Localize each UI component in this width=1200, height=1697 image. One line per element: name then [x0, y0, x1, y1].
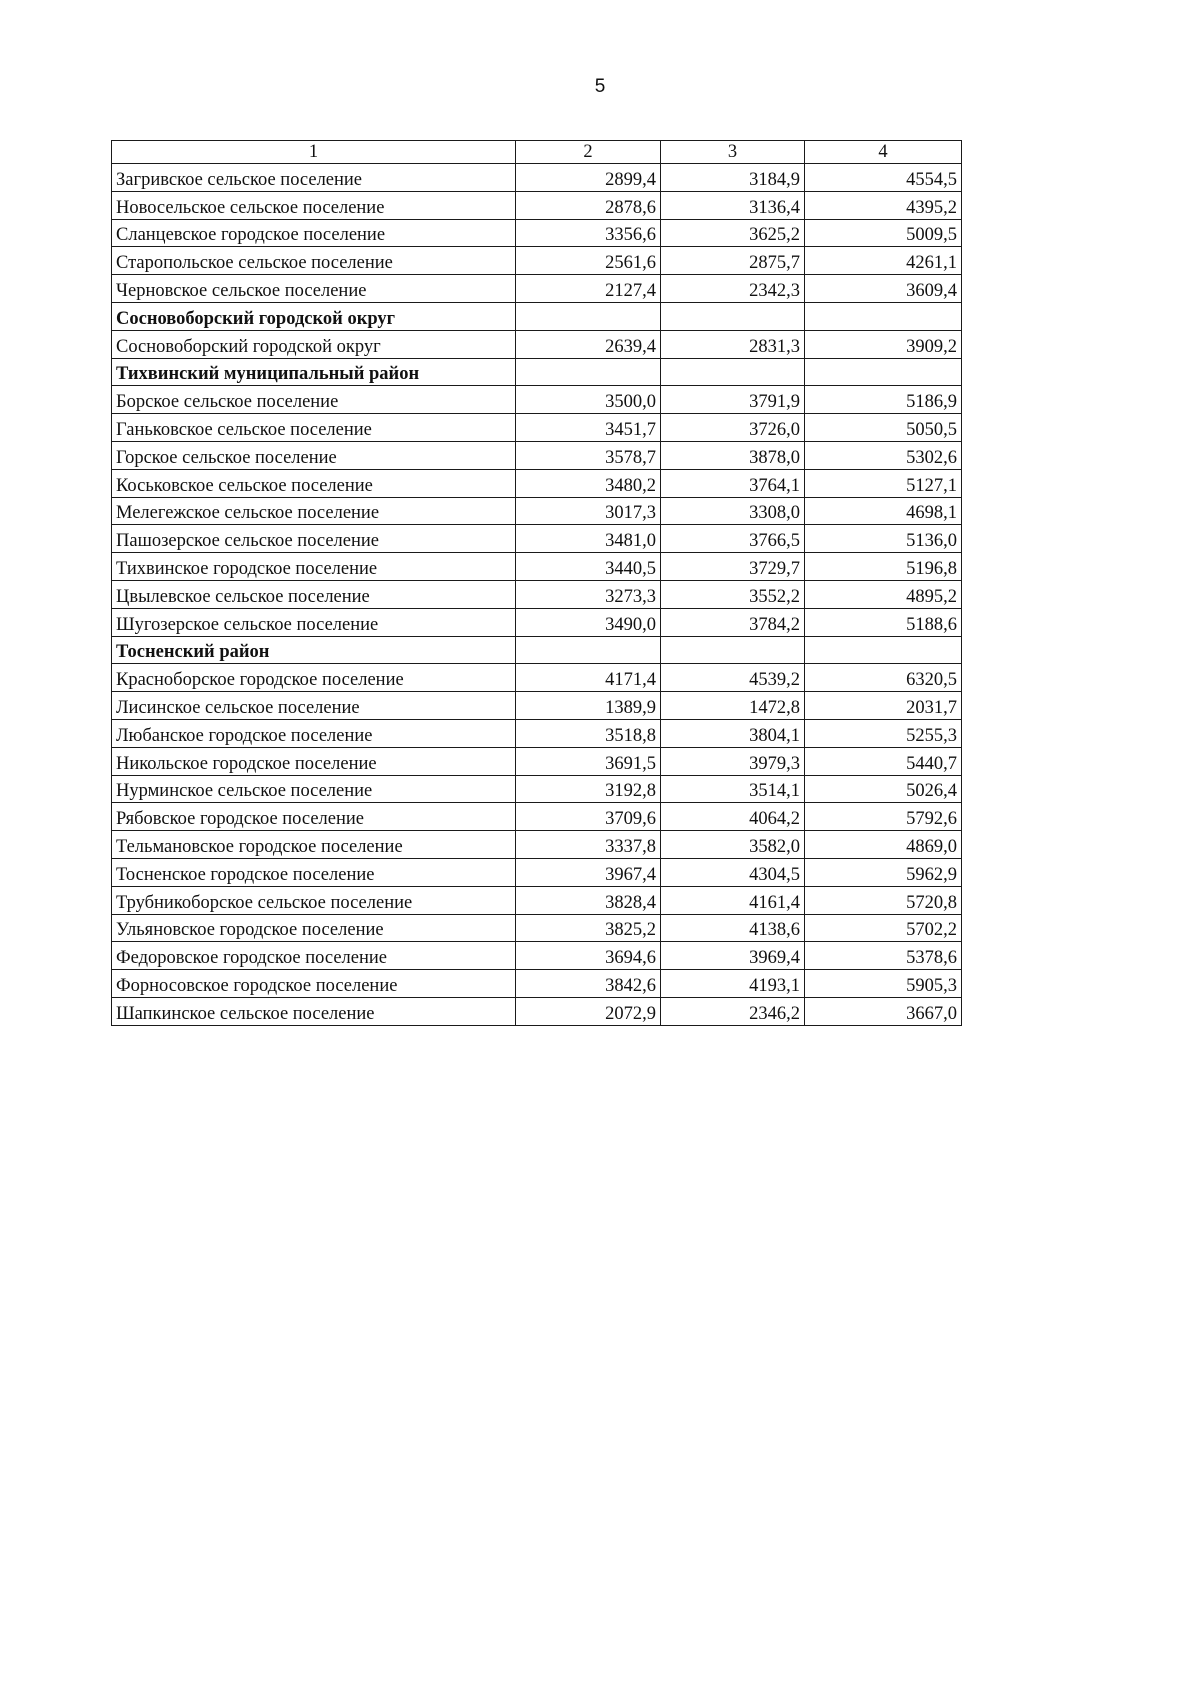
value-cell-col4: 5188,6 — [805, 608, 962, 636]
value-cell-col3: 2342,3 — [661, 275, 805, 303]
table-row — [112, 608, 962, 636]
value-cell-col4: 5702,2 — [805, 914, 962, 942]
value-cell-col2: 2878,6 — [516, 191, 661, 219]
value-cell-col2: 3694,6 — [516, 942, 661, 970]
value-cell-col3: 4064,2 — [661, 803, 805, 831]
settlement-name-cell: Любанское городское поселение — [112, 719, 516, 747]
table-row — [112, 747, 962, 775]
value-cell-col3: 3136,4 — [661, 191, 805, 219]
settlement-name-cell: Лисинское сельское поселение — [112, 692, 516, 720]
column-header-3: 3 — [661, 141, 805, 164]
value-cell-col2: 3490,0 — [516, 608, 661, 636]
settlement-name-cell: Новосельское сельское поселение — [112, 191, 516, 219]
table-row — [112, 914, 962, 942]
value-cell-col3: 3804,1 — [661, 719, 805, 747]
settlement-name-cell: Цвылевское сельское поселение — [112, 580, 516, 608]
table-row — [112, 775, 962, 803]
value-cell-col2: 3192,8 — [516, 775, 661, 803]
value-cell-col4: 6320,5 — [805, 664, 962, 692]
settlement-name-cell: Рябовское городское поселение — [112, 803, 516, 831]
value-cell-col3: 4138,6 — [661, 914, 805, 942]
empty-cell — [661, 636, 805, 664]
section-header-row — [112, 358, 962, 386]
settlement-name-cell: Сосновоборский городской округ — [112, 330, 516, 358]
value-cell-col4: 5720,8 — [805, 886, 962, 914]
value-cell-col2: 4171,4 — [516, 664, 661, 692]
value-cell-col4: 4895,2 — [805, 580, 962, 608]
value-cell-col2: 2639,4 — [516, 330, 661, 358]
value-cell-col2: 2127,4 — [516, 275, 661, 303]
value-cell-col2: 3440,5 — [516, 553, 661, 581]
value-cell-col2: 3481,0 — [516, 525, 661, 553]
table-row — [112, 164, 962, 192]
column-header-2: 2 — [516, 141, 661, 164]
table-row — [112, 803, 962, 831]
value-cell-col4: 5962,9 — [805, 858, 962, 886]
value-cell-col3: 2831,3 — [661, 330, 805, 358]
value-cell-col4: 3667,0 — [805, 997, 962, 1025]
value-cell-col3: 4193,1 — [661, 970, 805, 998]
value-cell-col2: 2899,4 — [516, 164, 661, 192]
settlement-name-cell: Тельмановское городское поселение — [112, 831, 516, 859]
table-row — [112, 831, 962, 859]
value-cell-col3: 1472,8 — [661, 692, 805, 720]
empty-cell — [661, 358, 805, 386]
table-row — [112, 580, 962, 608]
value-cell-col4: 5186,9 — [805, 386, 962, 414]
settlement-name-cell: Черновское сельское поселение — [112, 275, 516, 303]
value-cell-col4: 5026,4 — [805, 775, 962, 803]
value-cell-col4: 4869,0 — [805, 831, 962, 859]
empty-cell — [661, 302, 805, 330]
value-cell-col2: 3842,6 — [516, 970, 661, 998]
value-cell-col3: 3552,2 — [661, 580, 805, 608]
value-cell-col2: 3480,2 — [516, 469, 661, 497]
settlement-name-cell: Горское сельское поселение — [112, 441, 516, 469]
settlement-name-cell: Борское сельское поселение — [112, 386, 516, 414]
settlement-name-cell: Мелегежское сельское поселение — [112, 497, 516, 525]
value-cell-col4: 5440,7 — [805, 747, 962, 775]
table-row — [112, 970, 962, 998]
value-cell-col2: 3356,6 — [516, 219, 661, 247]
value-cell-col3: 3514,1 — [661, 775, 805, 803]
value-cell-col4: 5302,6 — [805, 441, 962, 469]
table-row — [112, 858, 962, 886]
value-cell-col3: 3791,9 — [661, 386, 805, 414]
settlement-name-cell: Трубникоборское сельское поселение — [112, 886, 516, 914]
value-cell-col3: 3726,0 — [661, 414, 805, 442]
section-header-row — [112, 636, 962, 664]
value-cell-col4: 5050,5 — [805, 414, 962, 442]
table-row — [112, 692, 962, 720]
value-cell-col2: 3828,4 — [516, 886, 661, 914]
table-row — [112, 441, 962, 469]
table-row — [112, 330, 962, 358]
table-row — [112, 414, 962, 442]
table-row — [112, 886, 962, 914]
table-row — [112, 275, 962, 303]
value-cell-col3: 3308,0 — [661, 497, 805, 525]
value-cell-col3: 3184,9 — [661, 164, 805, 192]
value-cell-col2: 3451,7 — [516, 414, 661, 442]
value-cell-col2: 3017,3 — [516, 497, 661, 525]
section-header-row — [112, 302, 962, 330]
table-row — [112, 719, 962, 747]
table-row — [112, 664, 962, 692]
value-cell-col3: 3582,0 — [661, 831, 805, 859]
value-cell-col2: 3337,8 — [516, 831, 661, 859]
settlement-name-cell: Нурминское сельское поселение — [112, 775, 516, 803]
value-cell-col4: 3609,4 — [805, 275, 962, 303]
value-cell-col2: 3273,3 — [516, 580, 661, 608]
settlement-name-cell: Тихвинское городское поселение — [112, 553, 516, 581]
value-cell-col3: 3764,1 — [661, 469, 805, 497]
value-cell-col3: 2875,7 — [661, 247, 805, 275]
settlement-name-cell: Шапкинское сельское поселение — [112, 997, 516, 1025]
settlement-name-cell: Пашозерское сельское поселение — [112, 525, 516, 553]
value-cell-col4: 3909,2 — [805, 330, 962, 358]
value-cell-col4: 4395,2 — [805, 191, 962, 219]
value-cell-col3: 3878,0 — [661, 441, 805, 469]
value-cell-col2: 3500,0 — [516, 386, 661, 414]
table-row — [112, 247, 962, 275]
empty-cell — [805, 636, 962, 664]
value-cell-col2: 3691,5 — [516, 747, 661, 775]
value-cell-col3: 3784,2 — [661, 608, 805, 636]
value-cell-col2: 3967,4 — [516, 858, 661, 886]
value-cell-col2: 3825,2 — [516, 914, 661, 942]
settlement-name-cell: Тосненское городское поселение — [112, 858, 516, 886]
table-row — [112, 386, 962, 414]
table-row — [112, 497, 962, 525]
value-cell-col2: 2072,9 — [516, 997, 661, 1025]
value-cell-col3: 4304,5 — [661, 858, 805, 886]
settlement-name-cell: Никольское городское поселение — [112, 747, 516, 775]
empty-cell — [805, 358, 962, 386]
settlement-name-cell: Ганьковское сельское поселение — [112, 414, 516, 442]
value-cell-col3: 3729,7 — [661, 553, 805, 581]
value-cell-col4: 5136,0 — [805, 525, 962, 553]
settlement-name-cell: Ульяновское городское поселение — [112, 914, 516, 942]
value-cell-col2: 3518,8 — [516, 719, 661, 747]
settlement-name-cell: Старопольское сельское поселение — [112, 247, 516, 275]
settlement-name-cell: Красноборское городское поселение — [112, 664, 516, 692]
section-title: Тихвинский муниципальный район — [112, 358, 516, 386]
settlement-name-cell: Форносовское городское поселение — [112, 970, 516, 998]
column-header-1: 1 — [112, 141, 516, 164]
table-row — [112, 191, 962, 219]
value-cell-col3: 3969,4 — [661, 942, 805, 970]
value-cell-col3: 4539,2 — [661, 664, 805, 692]
section-title: Сосновоборский городской округ — [112, 302, 516, 330]
value-cell-col3: 3979,3 — [661, 747, 805, 775]
page-number: 5 — [594, 76, 606, 97]
table-body — [112, 141, 962, 1026]
table-row — [112, 469, 962, 497]
data-table — [111, 140, 962, 1026]
value-cell-col4: 4698,1 — [805, 497, 962, 525]
value-cell-col2: 1389,9 — [516, 692, 661, 720]
table-row — [112, 942, 962, 970]
table-row — [112, 219, 962, 247]
settlement-name-cell: Федоровское городское поселение — [112, 942, 516, 970]
value-cell-col3: 2346,2 — [661, 997, 805, 1025]
empty-cell — [805, 302, 962, 330]
settlement-name-cell: Шугозерское сельское поселение — [112, 608, 516, 636]
section-title: Тосненский район — [112, 636, 516, 664]
value-cell-col2: 3578,7 — [516, 441, 661, 469]
value-cell-col4: 5792,6 — [805, 803, 962, 831]
settlement-name-cell: Загривское сельское поселение — [112, 164, 516, 192]
empty-cell — [516, 636, 661, 664]
settlement-name-cell: Коськовское сельское поселение — [112, 469, 516, 497]
empty-cell — [516, 358, 661, 386]
empty-cell — [516, 302, 661, 330]
value-cell-col4: 4554,5 — [805, 164, 962, 192]
value-cell-col4: 5009,5 — [805, 219, 962, 247]
value-cell-col4: 5255,3 — [805, 719, 962, 747]
settlement-name-cell: Сланцевское городское поселение — [112, 219, 516, 247]
table-row — [112, 525, 962, 553]
value-cell-col2: 2561,6 — [516, 247, 661, 275]
value-cell-col3: 3766,5 — [661, 525, 805, 553]
value-cell-col4: 5905,3 — [805, 970, 962, 998]
value-cell-col4: 4261,1 — [805, 247, 962, 275]
column-header-4: 4 — [805, 141, 962, 164]
value-cell-col4: 5378,6 — [805, 942, 962, 970]
value-cell-col4: 5127,1 — [805, 469, 962, 497]
value-cell-col3: 4161,4 — [661, 886, 805, 914]
value-cell-col3: 3625,2 — [661, 219, 805, 247]
value-cell-col4: 5196,8 — [805, 553, 962, 581]
table-header-row — [112, 141, 962, 164]
table-row — [112, 553, 962, 581]
value-cell-col2: 3709,6 — [516, 803, 661, 831]
table-row — [112, 997, 962, 1025]
value-cell-col4: 2031,7 — [805, 692, 962, 720]
